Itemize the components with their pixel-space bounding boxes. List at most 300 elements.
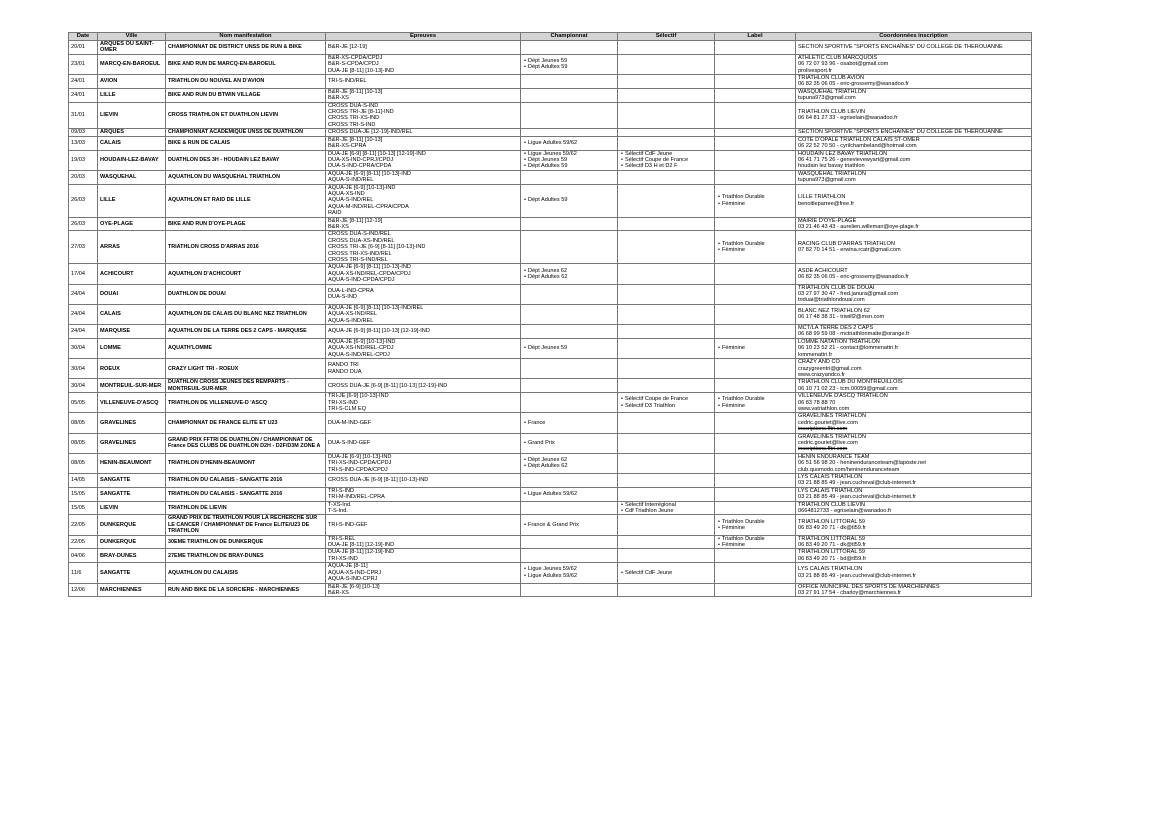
cell-epreuves-line: B&R-JE [8-11] [10-13]	[328, 136, 383, 143]
cell-date: 12/06	[69, 583, 98, 597]
cell-selectif	[618, 231, 715, 264]
cell-epreuves-line: DUA-XS-IND-CPRJ/CPDJ	[328, 156, 394, 163]
cell-epreuves-line: CROSS TRI-S-IND/REL	[328, 257, 388, 263]
table-row	[69, 535, 1032, 549]
cell-selectif-line: • Cdf Triathlon Jeune	[620, 508, 712, 514]
cell-epreuves	[326, 453, 521, 473]
cell-label	[715, 433, 796, 453]
cell-epreuves	[326, 184, 521, 217]
cell-date: 26/03	[69, 217, 98, 231]
cell-ville: MARCQ-EN-BAROEUL	[98, 54, 166, 74]
cell-epreuves	[326, 88, 521, 102]
cell-coordonnees-line: cedric.gouriet@live.com	[798, 439, 858, 446]
cell-selectif	[618, 325, 715, 339]
cell-nom: CHAMPIONNAT DE DISTRICT UNSS DE RUN & BIKE	[166, 41, 326, 55]
cell-selectif	[618, 563, 715, 583]
cell-epreuves	[326, 515, 521, 535]
cell-epreuves-line: CROSS DUA-XS-IND/REL	[328, 237, 395, 244]
cell-label	[715, 474, 796, 488]
cell-selectif	[618, 136, 715, 150]
cell-epreuves-line: AQUA-JE [6-9] [10-13]-IND	[328, 184, 396, 191]
cell-nom: 27EME TRIATHLON DE BRAY-DUNES	[166, 549, 326, 563]
cell-ville: SANGATTE	[98, 474, 166, 488]
cell-coordonnees	[796, 136, 1032, 150]
cell-ville: SANGATTE	[98, 563, 166, 583]
cell-championnat	[521, 325, 618, 339]
cell-epreuves-line: RANDO DUA	[328, 368, 362, 375]
cell-date: 27/03	[69, 231, 98, 264]
cell-coordonnees-line: crazygreentri@gmail.com	[798, 365, 862, 372]
cell-epreuves-line: TRI-S-REL	[328, 535, 356, 542]
cell-epreuves	[326, 359, 521, 379]
cell-selectif	[618, 129, 715, 136]
cell-selectif	[618, 150, 715, 170]
cell-label	[715, 264, 796, 284]
cell-epreuves	[326, 304, 521, 324]
cell-coordonnees	[796, 231, 1032, 264]
cell-date: 11/6	[69, 563, 98, 583]
cell-epreuves-line: AQUA-M-IND/REL-CPRA/CPDA	[328, 203, 409, 210]
cell-coordonnees-line: LOMME NATATION TRIATHLON	[798, 338, 880, 345]
cell-championnat	[521, 413, 618, 433]
cell-selectif	[618, 501, 715, 515]
cell-ville: ARRAS	[98, 231, 166, 264]
cell-ville: HOUDAIN-LEZ-BAVAY	[98, 150, 166, 170]
cell-label-line: • Triathlon Durable	[717, 536, 793, 542]
cell-epreuves-line: AQUA-XS-IND/REL-CPDJ	[328, 345, 394, 352]
cell-championnat	[521, 563, 618, 583]
cell-epreuves-line: CROSS DUA-JE [6-9] [8-11] [10-13] [12-19]-IND	[328, 382, 448, 389]
cell-coordonnees	[796, 583, 1032, 597]
cell-selectif	[618, 433, 715, 453]
cell-coordonnees-line: BLANC NEZ TRIATHLON 62	[798, 308, 870, 315]
cell-selectif	[618, 217, 715, 231]
cell-ville: DOUAI	[98, 284, 166, 304]
cell-championnat	[521, 102, 618, 129]
cell-label-line: • Triathlon Durable	[717, 194, 793, 200]
cell-epreuves	[326, 393, 521, 413]
cell-epreuves-line: DUA-JE [8-11] [12-19]-IND	[328, 549, 395, 556]
cell-coordonnees-line: 06 83 49 20 71 - dk@tl59.fr	[798, 525, 866, 532]
cell-championnat	[521, 264, 618, 284]
cell-date: 24/01	[69, 75, 98, 89]
cell-ville: GRAVELINES	[98, 433, 166, 453]
cell-epreuves-line: DUA-S-IND-CPRA/CPDA	[328, 163, 392, 170]
cell-date: 24/04	[69, 325, 98, 339]
cell-epreuves	[326, 379, 521, 393]
cell-selectif	[618, 54, 715, 74]
cell-label	[715, 338, 796, 358]
cell-coordonnees-line: GRAVELINES TRIATHLON	[798, 413, 867, 420]
cell-coordonnees-line: TRIATHLON CLUB DE DOUAI	[798, 284, 875, 291]
cell-selectif	[618, 264, 715, 284]
cell-coordonnees	[796, 413, 1032, 433]
cell-coordonnees-line: WASQUEHAL TRIATHLON	[798, 88, 867, 95]
cell-championnat	[521, 433, 618, 453]
cell-epreuves-line: TRI-S-IND/REL	[328, 78, 367, 85]
table-row	[69, 563, 1032, 583]
cell-label-line: • Féminine	[717, 525, 793, 531]
cell-ville: MARQUISE	[98, 325, 166, 339]
cell-epreuves	[326, 563, 521, 583]
cell-label	[715, 359, 796, 379]
cell-label	[715, 284, 796, 304]
cell-nom: AQUATHLON DE CALAIS DU BLANC NEZ TRIATHLON	[166, 304, 326, 324]
table-row	[69, 231, 1032, 264]
table-row	[69, 284, 1032, 304]
cell-coordonnees-line: cedric.gouriet@live.com	[798, 419, 858, 426]
cell-epreuves-line: AQUA-JE [6-9] [8-11] [10-13]-IND	[328, 170, 411, 177]
cell-label	[715, 515, 796, 535]
cell-championnat-line: • Dépt Jeunes 59	[523, 345, 615, 351]
cell-epreuves-line: CROSS TRI-S-IND	[328, 121, 376, 128]
cell-date: 08/05	[69, 433, 98, 453]
cell-label-line: • Féminine	[717, 403, 793, 409]
cell-epreuves-line: DUA-JE [8-11] [10-13]-IND	[328, 67, 395, 74]
cell-label	[715, 325, 796, 339]
cell-coordonnees-line: TRIATHLON CLUB LIEVIN	[798, 109, 866, 116]
cell-championnat-line: • Ligue Jeunes 59/62	[523, 566, 615, 572]
cell-coordonnees-line: 06 41 71 75 26 - genevievewyart@gmail.com	[798, 156, 911, 163]
cell-coordonnees-line: SECTION SPORTIVE "SPORTS ENCHAÎNES" DU COLLEGE DE THEROUANNE	[798, 129, 1003, 136]
cell-label-line: • Féminine	[717, 345, 793, 351]
cell-coordonnees-line: 03 21 88 85 49 - jean.cucheval@club-internet.fr	[798, 494, 916, 501]
table-row	[69, 338, 1032, 358]
cell-coordonnees	[796, 359, 1032, 379]
cell-coordonnees	[796, 88, 1032, 102]
cell-coordonnees-line: lommenattri.fr	[798, 351, 833, 358]
cell-coordonnees	[796, 150, 1032, 170]
cell-nom: AQUATHLON DU CALAISIS	[166, 563, 326, 583]
cell-coordonnees	[796, 284, 1032, 304]
cell-coordonnees-line: TRIATHLON CLUB DU MONTREUILLOIS	[798, 379, 903, 386]
table-row	[69, 583, 1032, 597]
cell-epreuves	[326, 231, 521, 264]
events-table	[68, 32, 1032, 597]
table-row	[69, 325, 1032, 339]
cell-coordonnees-line: 06 82 35 06 05 - eric-grossemy@wanadoo.fr	[798, 81, 909, 88]
cell-label-line: • Féminine	[717, 201, 793, 207]
cell-coordonnees-line: LYS CALAIS TRIATHLON	[798, 566, 863, 573]
cell-coordonnees-line: prolivesport.fr	[798, 67, 832, 74]
cell-epreuves-line: TRI-XS-IND	[328, 555, 358, 562]
cell-coordonnees-line: houdain lez bavay triathlon	[798, 163, 865, 170]
cell-date: 24/04	[69, 284, 98, 304]
cell-nom: BIKE AND RUN DE MARCQ-EN-BAROEUL	[166, 54, 326, 74]
cell-selectif	[618, 549, 715, 563]
cell-epreuves-line: TRI-S-IND-GEF	[328, 521, 368, 528]
cell-epreuves-line: TRI-S-IND	[328, 487, 355, 494]
cell-championnat	[521, 284, 618, 304]
cell-nom: BIKE AND RUN D'OYE-PLAGE	[166, 217, 326, 231]
cell-selectif-line: • Sélectif CdF Jeune	[620, 570, 712, 576]
cell-epreuves	[326, 583, 521, 597]
cell-label	[715, 487, 796, 501]
cell-epreuves-line: AQUA-XS-IND-CPRJ	[328, 569, 382, 576]
cell-ville: HENIN-BEAUMONT	[98, 453, 166, 473]
cell-coordonnees-line: MCT/LA TERRE DES 2 CAPS	[798, 325, 874, 332]
cell-selectif	[618, 170, 715, 184]
cell-selectif	[618, 393, 715, 413]
cell-ville: BRAY-DUNES	[98, 549, 166, 563]
cell-date: 08/05	[69, 413, 98, 433]
cell-date: 22/05	[69, 515, 98, 535]
cell-epreuves-line: DUA-JE [8-11] [12-19]-IND	[328, 542, 395, 549]
cell-coordonnees	[796, 184, 1032, 217]
cell-epreuves	[326, 54, 521, 74]
cell-nom: TRIATHLON DE LIEVIN	[166, 501, 326, 515]
cell-date: 15/05	[69, 487, 98, 501]
cell-selectif	[618, 338, 715, 358]
cell-coordonnees-line: MAIRIE D'OYE-PLAGE	[798, 217, 857, 224]
cell-date: 24/04	[69, 304, 98, 324]
cell-coordonnees-line: 03 21 46 43 43 - aurelien.willeman@oye-plage.fr	[798, 223, 919, 230]
cell-epreuves	[326, 413, 521, 433]
cell-coordonnees	[796, 474, 1032, 488]
cell-selectif-line: • Sélectif D3 H et D2 F	[620, 163, 712, 169]
cell-label	[715, 583, 796, 597]
cell-coordonnees	[796, 54, 1032, 74]
cell-epreuves-line: CROSS TRI-XS-IND/REL	[328, 250, 392, 257]
cell-epreuves-line: AQUA-XS-IND/REL-CPDA/CPDJ	[328, 270, 411, 277]
cell-epreuves-line: TRI-S-IND-CPDA/CPDJ	[328, 466, 388, 473]
cell-label	[715, 136, 796, 150]
cell-coordonnees-line: 06 10 71 02 23 - tcm.00059@gmail.com	[798, 385, 898, 392]
cell-epreuves-line: TRI-JE [6-9] [10-13]-IND	[328, 393, 389, 400]
cell-nom: AQUATHLON ET RAID DE LILLE	[166, 184, 326, 217]
cell-nom: CROSS TRIATHLON ET DUATHLON LIEVIN	[166, 102, 326, 129]
cell-coordonnees-line: inscriptions.fftri.com	[798, 446, 848, 453]
cell-coordonnees-line: VILLENEUVE D'ASCQ TRIATHLON	[798, 393, 888, 400]
cell-epreuves-line: AQUA-JE [6-9] [8-11] [10-13]-IND/REL	[328, 304, 424, 311]
cell-selectif	[618, 284, 715, 304]
cell-selectif-line: • Sélectif CdF Jeune	[620, 151, 712, 157]
cell-ville: LIEVIN	[98, 102, 166, 129]
cell-label	[715, 563, 796, 583]
cell-epreuves	[326, 535, 521, 549]
cell-coordonnees-line: OFFICE MUNICIPAL DES SPORTS DE MARCHIENNES	[798, 583, 940, 590]
cell-championnat	[521, 535, 618, 549]
cell-date: 23/01	[69, 54, 98, 74]
cell-nom: GRAND PRIX DE TRIATHLON POUR LA RECHERCHE SUR LE CANCER / CHAMPIONNAT DE France ELITE/U23 DE TRIATHLON	[166, 515, 326, 535]
cell-epreuves-line: AQUA-S-IND/REL	[328, 317, 374, 324]
cell-epreuves-line: B&R-JE [8-11] [12-19]	[328, 217, 383, 224]
cell-epreuves-line: TRI-XS-IND	[328, 399, 358, 406]
cell-ville: AVION	[98, 75, 166, 89]
cell-epreuves-line: RANDO TRI	[328, 362, 359, 369]
cell-epreuves	[326, 136, 521, 150]
cell-date: 08/05	[69, 453, 98, 473]
cell-ville: LOMME	[98, 338, 166, 358]
cell-nom: TRIATHLON DU NOUVEL AN D'AVION	[166, 75, 326, 89]
table-row	[69, 41, 1032, 55]
cell-championnat	[521, 150, 618, 170]
cell-epreuves	[326, 325, 521, 339]
cell-ville: VILLENEUVE-D'ASCQ	[98, 393, 166, 413]
cell-epreuves-line: DUA-M-IND-GEF	[328, 419, 372, 426]
cell-coordonnees-line: triduai@triathlondouai.com	[798, 297, 865, 304]
cell-label-line: • Triathlon Durable	[717, 519, 793, 525]
cell-nom: TRIATHLON CROSS D'ARRAS 2016	[166, 231, 326, 264]
cell-date: 31/01	[69, 102, 98, 129]
cell-coordonnees-line: GRAVELINES TRIATHLON	[798, 433, 867, 440]
table-body	[69, 41, 1032, 597]
cell-epreuves-line: CROSS DUA-JE [6-9] [8-11] [10-13]-IND	[328, 477, 429, 484]
cell-coordonnees	[796, 129, 1032, 136]
cell-epreuves-line: CROSS DUA-S-IND	[328, 102, 379, 109]
cell-championnat	[521, 453, 618, 473]
cell-championnat-line: • Dépt Jeunes 59	[523, 157, 615, 163]
cell-coordonnees-line: TRIATHLON LITTORAL 59	[798, 518, 866, 525]
table-row	[69, 54, 1032, 74]
cell-coordonnees-line: TRIATHLON CLUB AVION	[798, 75, 864, 82]
cell-nom: CHAMPIONNAT ACADEMIQUE UNSS DE DUATHLON	[166, 129, 326, 136]
cell-epreuves-line: CROSS TRI-JE [6-9] [8-11] [10-13]-IND	[328, 244, 426, 251]
table-row	[69, 217, 1032, 231]
cell-epreuves-line: CROSS DUA-S-IND/REL	[328, 231, 391, 238]
table-row	[69, 184, 1032, 217]
cell-championnat	[521, 501, 618, 515]
cell-epreuves	[326, 501, 521, 515]
cell-selectif	[618, 487, 715, 501]
cell-selectif	[618, 359, 715, 379]
cell-nom: DUATHLON DES 3H - HOUDAIN LEZ BAVAY	[166, 150, 326, 170]
cell-coordonnees-line: LILLE TRIATHLON	[798, 194, 846, 201]
cell-championnat	[521, 136, 618, 150]
cell-coordonnees	[796, 75, 1032, 89]
cell-selectif	[618, 515, 715, 535]
cell-epreuves-line: B&R-XS-CPRA	[328, 143, 367, 150]
header-selectif: Sélectif	[618, 33, 715, 41]
cell-championnat	[521, 54, 618, 74]
table-row	[69, 264, 1032, 284]
cell-selectif-line: • Sélectif Interrégional	[620, 502, 712, 508]
cell-coordonnees-line: inscriptions.fftri.com	[798, 426, 848, 433]
cell-selectif-line: • Sélectif Coupe de France	[620, 396, 712, 402]
table-row	[69, 359, 1032, 379]
cell-date: 09/03	[69, 129, 98, 136]
table-row	[69, 379, 1032, 393]
cell-label	[715, 304, 796, 324]
cell-coordonnees-line: 06 83 49 20 71 - dk@tl59.fr	[798, 542, 866, 549]
table-row	[69, 413, 1032, 433]
cell-coordonnees-line: 03 21 88 85 49 - jean.cucheval@club-internet.fr	[798, 480, 916, 487]
cell-nom: AQUATHLON D'ACHICOURT	[166, 264, 326, 284]
cell-coordonnees	[796, 102, 1032, 129]
cell-championnat-line: • Dépt Jeunes 62	[523, 457, 615, 463]
cell-date: 13/03	[69, 136, 98, 150]
cell-coordonnees-line: WASQUEHAL TRIATHLON	[798, 170, 867, 177]
cell-selectif	[618, 413, 715, 433]
cell-coordonnees	[796, 487, 1032, 501]
cell-coordonnees-line: 03 27 97 30 47 - fred.janura@gmail.com	[798, 291, 899, 298]
cell-epreuves-line: DUA-L-IND-CPRA	[328, 287, 374, 294]
cell-label	[715, 150, 796, 170]
cell-epreuves-line: B&R-JE [12-19]	[328, 44, 367, 51]
cell-ville: ACHICOURT	[98, 264, 166, 284]
cell-label	[715, 453, 796, 473]
cell-championnat	[521, 41, 618, 55]
header-label: Label	[715, 33, 796, 41]
cell-epreuves	[326, 170, 521, 184]
cell-date: 20/01	[69, 41, 98, 55]
cell-coordonnees-line: ATHLETIC CLUB MARCQUOIS	[798, 54, 878, 61]
cell-coordonnees-line: 06 10 23 52 21 - contact@lommenattri.fr	[798, 345, 899, 352]
cell-coordonnees-line: CRAZY AND CO	[798, 359, 840, 366]
cell-coordonnees-line: 06 72 07 93 96 - osabot@gmail.com	[798, 61, 889, 68]
cell-championnat	[521, 88, 618, 102]
cell-nom: BIKE & RUN DE CALAIS	[166, 136, 326, 150]
cell-epreuves-line: AQUA-S-IND-CPDA/CPDJ	[328, 277, 395, 284]
cell-selectif	[618, 304, 715, 324]
cell-championnat-line: • Dépt Adultes 62	[523, 463, 615, 469]
cell-coordonnees	[796, 304, 1032, 324]
cell-epreuves-line: AQUA-XS-IND/REL	[328, 311, 378, 318]
cell-championnat	[521, 515, 618, 535]
cell-epreuves	[326, 129, 521, 136]
cell-championnat-line: • Ligue Adultes 59/62	[523, 140, 615, 146]
cell-selectif	[618, 583, 715, 597]
cell-date: 30/04	[69, 379, 98, 393]
cell-epreuves-line: DUA-S-IND-GEF	[328, 439, 371, 446]
cell-selectif	[618, 379, 715, 393]
cell-coordonnees	[796, 217, 1032, 231]
table-row	[69, 129, 1032, 136]
cell-label	[715, 184, 796, 217]
cell-coordonnees-line: 07 82 70 14 51 - erwina.rcatr@gmail.com	[798, 247, 901, 254]
cell-championnat-line: • Dépt Adultes 59	[523, 197, 615, 203]
cell-label	[715, 129, 796, 136]
cell-nom: TRIATHLON D'HENIN-BEAUMONT	[166, 453, 326, 473]
cell-nom: BIKE AND RUN DU BTWIN VILLAGE	[166, 88, 326, 102]
header-coordonnees: Coordonnées inscription	[796, 33, 1032, 41]
cell-epreuves-line: TRI-M-IND/REL-CPRA	[328, 494, 385, 501]
cell-label	[715, 170, 796, 184]
cell-nom: AQUATHLON DU WASQUEHAL TRIATHLON	[166, 170, 326, 184]
cell-coordonnees-line: RACING CLUB D'ARRAS TRIATHLON	[798, 240, 895, 247]
cell-championnat-line: • Ligue Jeunes 59/62	[523, 151, 615, 157]
cell-epreuves-line: T-XS-Ind.	[328, 501, 352, 508]
cell-selectif	[618, 474, 715, 488]
cell-coordonnees-line: LYS CALAIS TRIATHLON	[798, 474, 863, 480]
cell-selectif	[618, 535, 715, 549]
cell-coordonnees-line: 06 17 48 38 31 - triwill2@msn.com	[798, 314, 885, 321]
cell-coordonnees-line: 06 22 52 70 50 - cyrilchambeland@hotmail.com	[798, 143, 917, 150]
cell-epreuves-line: B&R-JE [8-11] [10-13]	[328, 88, 383, 95]
cell-coordonnees-line: 03 27 91 17 54 - cbarloy@marchiennes.fr	[798, 589, 902, 596]
cell-coordonnees-line: CÔTE D'OPALE TRIATHLON CALAIS ST-OMER	[798, 136, 920, 143]
cell-coordonnees-line: TRIATHLON LITTORAL 59	[798, 535, 866, 542]
cell-label-line: • Féminine	[717, 542, 793, 548]
cell-coordonnees	[796, 264, 1032, 284]
cell-epreuves-line: AQUA-XS-IND	[328, 190, 365, 197]
cell-coordonnees	[796, 535, 1032, 549]
cell-nom: CHAMPIONNAT DE FRANCE ELITE ET U23	[166, 413, 326, 433]
cell-championnat	[521, 549, 618, 563]
cell-championnat	[521, 304, 618, 324]
cell-epreuves-line: B&R-XS	[328, 95, 349, 102]
cell-date: 20/03	[69, 170, 98, 184]
cell-championnat	[521, 379, 618, 393]
cell-date: 17/04	[69, 264, 98, 284]
cell-epreuves-line: B&R-JE [6-9] [10-13]	[328, 583, 380, 590]
cell-coordonnees-line: 06 83 78 88 70	[798, 399, 836, 406]
cell-championnat	[521, 129, 618, 136]
cell-championnat-line: • France	[523, 420, 615, 426]
cell-coordonnees	[796, 379, 1032, 393]
cell-coordonnees-line: 06 51 56 98 20 - heninenduranceteam@laposte.net	[798, 460, 926, 467]
cell-label	[715, 75, 796, 89]
